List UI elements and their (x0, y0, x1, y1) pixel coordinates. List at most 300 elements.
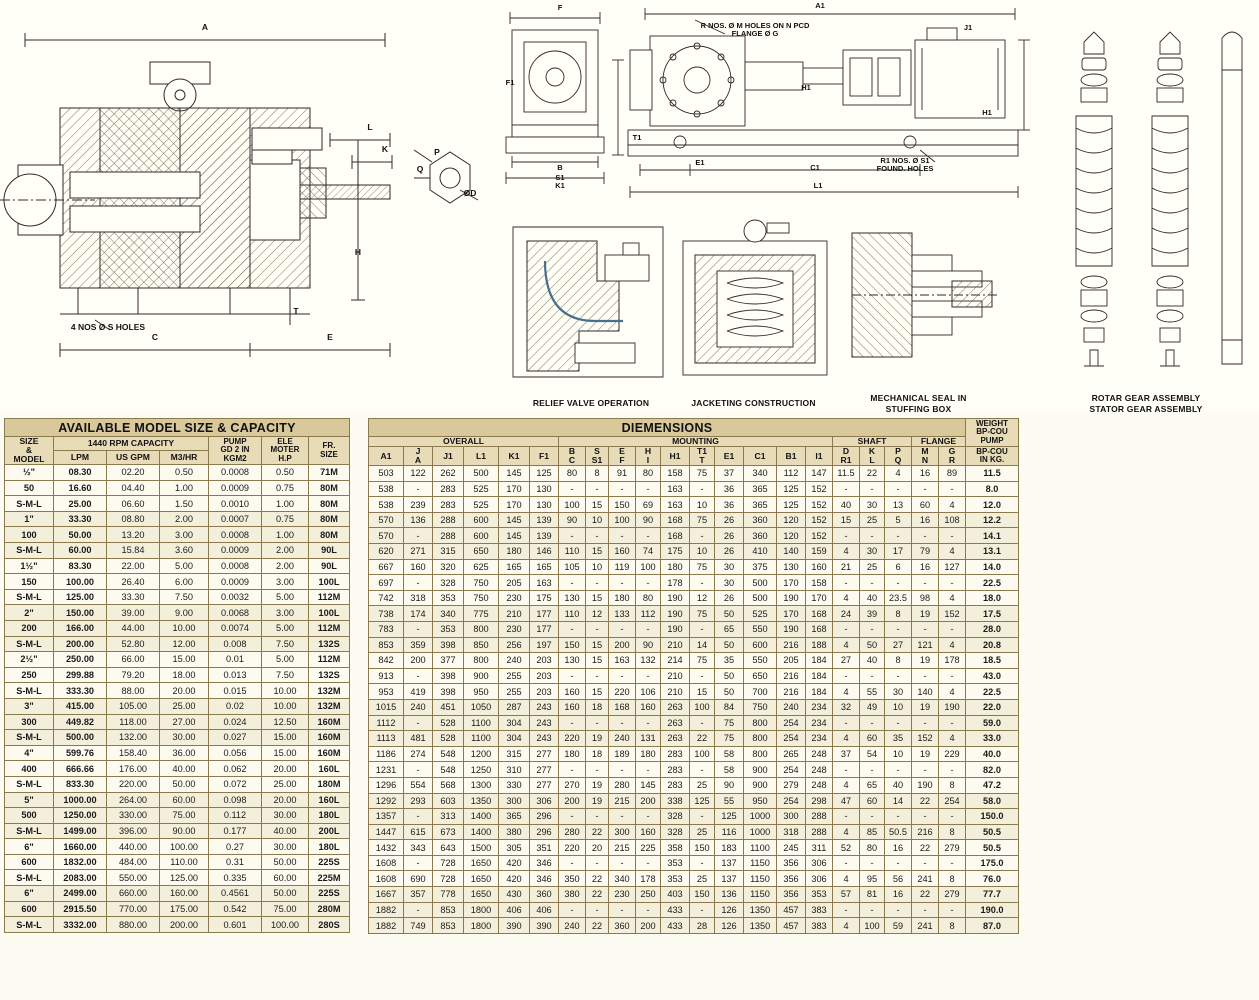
cell-dim: 180 (636, 746, 661, 762)
cell-frame-size: 80M (309, 496, 350, 512)
cell-dim: 288 (433, 512, 464, 528)
drawing-caption: JACKETING CONSTRUCTION (691, 398, 816, 408)
cell-dim: 230 (609, 887, 636, 903)
cell-size-model: S-M-L (5, 917, 54, 933)
cell-lpm: 83.30 (54, 558, 107, 574)
dimension-label: R1 NOS. Ø S1 (880, 156, 930, 165)
cell-dim: 19 (912, 606, 939, 622)
cell-dim: 306 (530, 793, 559, 809)
cell-dim: 4 (939, 590, 966, 606)
cell-size-model: S-M-L (5, 496, 54, 512)
cell-ele-motor-hp: 1.00 (262, 496, 309, 512)
cell-dim: 126 (715, 902, 744, 918)
cell-dim: 36 (715, 481, 744, 497)
cell-dim: 353 (661, 855, 690, 871)
cell-dim: 538 (369, 481, 404, 497)
cell-weight: 22.0 (966, 699, 1019, 715)
table-row (5, 745, 350, 761)
cell-dim: 119 (609, 559, 636, 575)
cell-dim: 383 (806, 918, 833, 934)
cell-dim: 30 (715, 559, 744, 575)
dimension-label: P (434, 147, 440, 157)
cell-dim: 159 (806, 544, 833, 560)
cell-dim: 15 (586, 653, 609, 669)
cell-dim: 22 (586, 918, 609, 934)
cell-size-model: 4" (5, 745, 54, 761)
cell-dim: 328 (661, 809, 690, 825)
cell-dim: 160 (636, 824, 661, 840)
cell-dim: - (636, 715, 661, 731)
cell-dim: 35 (885, 731, 912, 747)
cell-dim: 210 (661, 684, 690, 700)
hdr-dim-E-F: E F (609, 447, 636, 466)
cell-dim: 270 (559, 777, 586, 793)
cell-dim: 1300 (464, 777, 499, 793)
cell-ele-motor-hp: 0.75 (262, 511, 309, 527)
cell-dim: 15 (586, 497, 609, 513)
cell-dim: - (833, 762, 860, 778)
cell-dim: 178 (939, 653, 966, 669)
cell-dim: - (885, 902, 912, 918)
cell-lpm: 599.76 (54, 745, 107, 761)
cell-dim: 1150 (744, 887, 777, 903)
cell-dim: 288 (433, 528, 464, 544)
table-row (5, 839, 350, 855)
cell-dim: 254 (777, 731, 806, 747)
cell-dim: - (912, 481, 939, 497)
cell-ele-motor-hp: 2.00 (262, 543, 309, 559)
cell-dim: 287 (499, 699, 530, 715)
cell-ele-motor-hp: 25.00 (262, 776, 309, 792)
cell-dim: 528 (433, 731, 464, 747)
cell-usgpm: 158.40 (107, 745, 160, 761)
cell-m3hr: 110.00 (160, 854, 209, 870)
cell-dim: - (636, 481, 661, 497)
table-row (369, 466, 1019, 482)
cell-dim: 550 (744, 621, 777, 637)
cell-size-model: S-M-L (5, 589, 54, 605)
cell-ele-motor-hp: 50.00 (262, 854, 309, 870)
cell-dim: - (833, 621, 860, 637)
cell-dim: 108 (939, 512, 966, 528)
cell-lpm: 449.82 (54, 714, 107, 730)
cell-dim: - (559, 715, 586, 731)
cell-dim: 178 (636, 871, 661, 887)
cell-dim: - (833, 902, 860, 918)
cell-size-model: 150 (5, 574, 54, 590)
cell-dim: - (609, 762, 636, 778)
cell-dim: 19 (912, 653, 939, 669)
cell-dim: - (690, 855, 715, 871)
cell-dim: 254 (939, 793, 966, 809)
cell-dim: 673 (433, 824, 464, 840)
dimension-label: K (381, 144, 389, 154)
cell-m3hr: 25.00 (160, 698, 209, 714)
cell-dim: 293 (404, 793, 433, 809)
dimension-label: A1 (815, 1, 825, 10)
cell-dim: 8 (939, 918, 966, 934)
cell-usgpm: 08.80 (107, 511, 160, 527)
table-row (369, 777, 1019, 793)
table-row (5, 854, 350, 870)
cell-dim: 30 (885, 684, 912, 700)
cell-dim: 4 (833, 731, 860, 747)
cell-dim: 304 (499, 731, 530, 747)
hdr-m3hr: M3/HR (160, 451, 209, 465)
cell-m3hr: 1.00 (160, 480, 209, 496)
cell-lpm: 33.30 (54, 511, 107, 527)
cell-dim: 152 (912, 731, 939, 747)
cell-dim: 775 (464, 606, 499, 622)
cell-dim: - (636, 668, 661, 684)
cell-dim: 315 (433, 544, 464, 560)
cell-dim: 728 (433, 855, 464, 871)
cell-ele-motor-hp: 12.50 (262, 714, 309, 730)
cell-dim: - (609, 528, 636, 544)
cell-dim: 100 (860, 918, 885, 934)
cell-ele-motor-hp: 50.00 (262, 886, 309, 902)
mechanical-seal-detail (840, 215, 1005, 385)
cell-dim: 742 (369, 590, 404, 606)
hdr-dim-C1: C1 (744, 447, 777, 466)
cell-dim: 360 (530, 887, 559, 903)
cell-dim: 47 (833, 793, 860, 809)
cell-dim: - (833, 809, 860, 825)
table-row (369, 715, 1019, 731)
cell-dim: 346 (530, 871, 559, 887)
dimension-label: L1 (813, 181, 823, 190)
cell-dim: 183 (715, 840, 744, 856)
cell-dim: 778 (433, 887, 464, 903)
cell-m3hr: 50.00 (160, 776, 209, 792)
cell-dim: 953 (369, 684, 404, 700)
cell-dim: - (636, 575, 661, 591)
cell-size-model: 6" (5, 886, 54, 902)
table-row (369, 746, 1019, 762)
cell-ele-motor-hp: 30.00 (262, 839, 309, 855)
cell-dim: 377 (433, 653, 464, 669)
cell-frame-size: 90L (309, 543, 350, 559)
table-row (369, 668, 1019, 684)
model-size-capacity-table (4, 418, 350, 933)
cell-size-model: 50 (5, 480, 54, 496)
cell-dim: 12 (586, 606, 609, 622)
cell-pump-gd2: 0.601 (209, 917, 262, 933)
cell-dim: - (885, 715, 912, 731)
cell-dim: 127 (939, 559, 966, 575)
cell-dim: 150 (690, 840, 715, 856)
cell-lpm: 299.88 (54, 667, 107, 683)
cell-dim: 40 (860, 590, 885, 606)
cell-m3hr: 7.50 (160, 589, 209, 605)
cell-dim: 125 (777, 497, 806, 513)
cell-dim: 1432 (369, 840, 404, 856)
cell-usgpm: 770.00 (107, 901, 160, 917)
cell-ele-motor-hp: 7.50 (262, 667, 309, 683)
cell-dim: 650 (744, 668, 777, 684)
assembly-svg (490, 0, 1050, 205)
hdr-dim-P-Q: P Q (885, 447, 912, 466)
cell-weight: 58.0 (966, 793, 1019, 809)
cell-dim: 170 (777, 575, 806, 591)
cell-dim: - (559, 762, 586, 778)
cell-dim: 16 (912, 559, 939, 575)
cell-usgpm: 26.40 (107, 574, 160, 590)
cell-dim: 184 (806, 668, 833, 684)
cell-dim: 65 (860, 777, 885, 793)
cell-dim: 433 (661, 902, 690, 918)
cell-dim: 625 (464, 559, 499, 575)
cell-dim: 152 (939, 606, 966, 622)
cell-dim: - (559, 528, 586, 544)
cell-usgpm: 15.84 (107, 543, 160, 559)
cell-dim: 697 (369, 575, 404, 591)
cell-dim: - (912, 575, 939, 591)
cell-dim: 1650 (464, 871, 499, 887)
cell-dim: 4 (939, 497, 966, 513)
cell-dim: 1231 (369, 762, 404, 778)
cell-frame-size: 112M (309, 652, 350, 668)
cell-dim: - (690, 809, 715, 825)
cell-dim: 283 (433, 497, 464, 513)
cell-dim: - (636, 762, 661, 778)
cell-dim: 100 (690, 699, 715, 715)
cell-dim: 22 (690, 731, 715, 747)
dimension-label: T (293, 306, 299, 316)
cell-dim: - (609, 621, 636, 637)
cell-dim: 8 (939, 777, 966, 793)
main-pump-section-drawing (0, 0, 490, 412)
cell-dim: 274 (404, 746, 433, 762)
cell-pump-gd2: 0.335 (209, 870, 262, 886)
cell-dim: 4 (833, 544, 860, 560)
cell-dim: 190 (777, 621, 806, 637)
cell-dim: 360 (609, 918, 636, 934)
cell-dim: - (912, 762, 939, 778)
cell-dim: 95 (860, 871, 885, 887)
cell-dim: 548 (433, 762, 464, 778)
cell-pump-gd2: 0.0007 (209, 511, 262, 527)
cell-dim: 130 (559, 590, 586, 606)
hdr-overall-group: OVERALL (369, 437, 559, 447)
cell-ele-motor-hp: 15.00 (262, 745, 309, 761)
dimension-label: T1 (632, 133, 642, 142)
cell-size-model: ½" (5, 465, 54, 481)
cell-dim: 600 (744, 637, 777, 653)
cell-dim: 15 (586, 684, 609, 700)
cell-dim: - (885, 575, 912, 591)
table-row (5, 792, 350, 808)
cell-dim: 30 (860, 544, 885, 560)
cell-dim: 40 (833, 497, 860, 513)
cell-dim: 10 (885, 699, 912, 715)
cell-lpm: 3332.00 (54, 917, 107, 933)
cell-dim: 40 (885, 777, 912, 793)
cell-dim: 160 (559, 699, 586, 715)
cell-dim: 203 (530, 684, 559, 700)
cell-frame-size: 100L (309, 574, 350, 590)
hdr-dim-T1-T: T1 T (690, 447, 715, 466)
cell-dim: 125 (715, 809, 744, 825)
table-row (369, 902, 1019, 918)
cell-dim: 19 (586, 793, 609, 809)
cell-pump-gd2: 0.0074 (209, 620, 262, 636)
cell-dim: 410 (744, 544, 777, 560)
cell-dim: 390 (530, 918, 559, 934)
cell-pump-gd2: 0.013 (209, 667, 262, 683)
cell-dim: 160 (806, 559, 833, 575)
cell-m3hr: 2.00 (160, 511, 209, 527)
cell-weight: 77.7 (966, 887, 1019, 903)
cell-dim: 16 (912, 512, 939, 528)
cell-ele-motor-hp: 5.00 (262, 652, 309, 668)
cell-dim: 255 (499, 684, 530, 700)
cell-dim: 280 (559, 824, 586, 840)
cell-dim: 152 (806, 497, 833, 513)
cell-dim: 900 (744, 777, 777, 793)
cell-m3hr: 200.00 (160, 917, 209, 933)
cell-pump-gd2: 0.072 (209, 776, 262, 792)
jacketing-construction-detail (675, 215, 835, 385)
cell-m3hr: 3.60 (160, 543, 209, 559)
dimension-label: A (201, 22, 209, 32)
cell-dim: - (860, 902, 885, 918)
cell-dim: 37 (715, 466, 744, 482)
cell-dim: 90 (715, 777, 744, 793)
hdr-weight-group: WEIGHT BP-COU PUMP (966, 419, 1019, 447)
cell-pump-gd2: 0.024 (209, 714, 262, 730)
cell-dim: 98 (912, 590, 939, 606)
cell-dim: 853 (433, 918, 464, 934)
cell-usgpm: 330.00 (107, 808, 160, 824)
cell-dim: 180 (499, 544, 530, 560)
cell-dim: 900 (464, 668, 499, 684)
hdr-dim-J1: J1 (433, 447, 464, 466)
cell-dim: 190 (661, 621, 690, 637)
cell-dim: 10 (586, 512, 609, 528)
cell-dim: - (885, 762, 912, 778)
cell-dim: - (404, 902, 433, 918)
cell-dim: 1882 (369, 902, 404, 918)
cell-ele-motor-hp: 20.00 (262, 761, 309, 777)
cell-dim: 80 (636, 466, 661, 482)
cell-frame-size: 180L (309, 839, 350, 855)
cell-dim: 220 (559, 840, 586, 856)
cell-dim: 700 (744, 684, 777, 700)
table-row (369, 871, 1019, 887)
hdr-dim-I1: I1 (806, 447, 833, 466)
cell-weight: 87.0 (966, 918, 1019, 934)
cell-ele-motor-hp: 10.00 (262, 698, 309, 714)
cell-dim: 14 (885, 793, 912, 809)
table-row (369, 481, 1019, 497)
cell-dim: 913 (369, 668, 404, 684)
cell-dim: 304 (499, 715, 530, 731)
cell-dim: 750 (744, 699, 777, 715)
cell-dim: - (860, 855, 885, 871)
cell-dim: 180 (661, 559, 690, 575)
cell-ele-motor-hp: 20.00 (262, 792, 309, 808)
cell-pump-gd2: 0.02 (209, 698, 262, 714)
cell-size-model: S-M-L (5, 870, 54, 886)
cell-dim: 49 (860, 699, 885, 715)
cell-frame-size: 80M (309, 480, 350, 496)
cell-dim: 150 (609, 497, 636, 513)
table-row (5, 574, 350, 590)
cell-dim: 220 (559, 731, 586, 747)
cell-dim: 74 (636, 544, 661, 560)
cell-dim: 145 (499, 528, 530, 544)
cell-dim: 130 (559, 653, 586, 669)
cell-dim: 4 (939, 637, 966, 653)
cell-lpm: 833.30 (54, 776, 107, 792)
cell-dim: 50.5 (885, 824, 912, 840)
cell-dim: 277 (530, 777, 559, 793)
cell-usgpm: 440.00 (107, 839, 160, 855)
cell-dim: - (404, 762, 433, 778)
drawing-caption: ROTAR GEAR ASSEMBLY STATOR GEAR ASSEMBLY (1089, 393, 1203, 414)
cell-frame-size: 280S (309, 917, 350, 933)
cell-usgpm: 660.00 (107, 886, 160, 902)
drawings-area (0, 0, 1259, 412)
cell-dim: 6 (885, 559, 912, 575)
cell-size-model: 300 (5, 714, 54, 730)
cell-dim: 390 (499, 918, 530, 934)
cell-dim: 380 (499, 824, 530, 840)
cell-dim: 90 (636, 637, 661, 653)
cell-frame-size: 225S (309, 886, 350, 902)
dimension-label: H (354, 247, 362, 257)
cell-dim: 243 (530, 699, 559, 715)
cell-dim: 203 (530, 653, 559, 669)
table-row (5, 527, 350, 543)
cell-dim: 175 (661, 544, 690, 560)
cell-size-model: 500 (5, 808, 54, 824)
cell-dim: 365 (744, 497, 777, 513)
cell-dim: 356 (777, 887, 806, 903)
table-row (369, 637, 1019, 653)
cell-weight: 18.5 (966, 653, 1019, 669)
cell-dim: - (939, 902, 966, 918)
cell-dim: 420 (499, 871, 530, 887)
cell-dim: 120 (777, 512, 806, 528)
cell-dim: - (690, 762, 715, 778)
cell-dim: 112 (777, 466, 806, 482)
cell-dim: 528 (433, 715, 464, 731)
cell-ele-motor-hp: 5.00 (262, 620, 309, 636)
cell-dim: 26 (715, 528, 744, 544)
cell-dim: 147 (806, 466, 833, 482)
cell-dim: - (833, 481, 860, 497)
cell-dim: 346 (530, 855, 559, 871)
cell-dim: 190 (661, 590, 690, 606)
cell-dim: - (404, 715, 433, 731)
cell-size-model: 250 (5, 667, 54, 683)
table-row (369, 621, 1019, 637)
cell-dim: - (690, 481, 715, 497)
cell-dim: 20 (586, 840, 609, 856)
cell-dim: 305 (499, 840, 530, 856)
cell-m3hr: 90.00 (160, 823, 209, 839)
cell-dim: 750 (464, 575, 499, 591)
cell-dim: - (939, 621, 966, 637)
cell-size-model: 100 (5, 527, 54, 543)
cell-dim: - (609, 668, 636, 684)
cell-dim: 35 (715, 653, 744, 669)
cell-dim: 27 (833, 653, 860, 669)
cell-dim: 174 (404, 606, 433, 622)
cell-dim: 420 (499, 855, 530, 871)
